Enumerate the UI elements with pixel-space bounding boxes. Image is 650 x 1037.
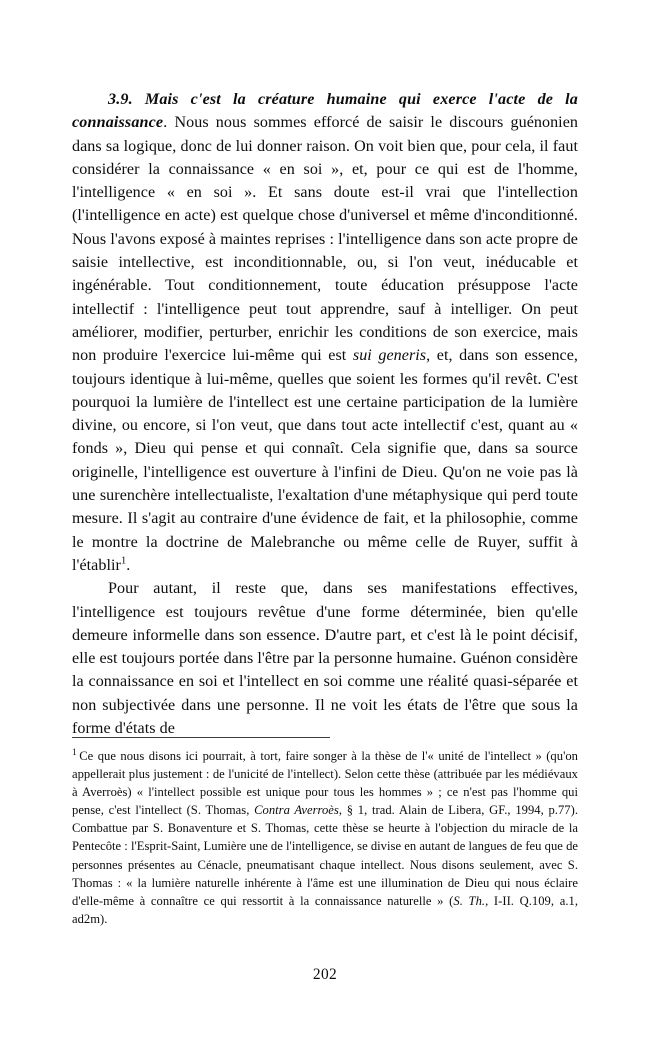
main-text-column xyxy=(72,88,578,740)
footnote-title-summa-theologiae: S. Th. xyxy=(453,893,486,908)
footnote-marker-1: 1 xyxy=(72,747,77,758)
page-number: 202 xyxy=(312,966,338,983)
paragraph-body-text-part-3: . xyxy=(126,556,131,574)
paragraph-body-text: Pour autant, il reste que, dans ses manifestations effectives, l'intelligence est toujours revêtue d'une forme déterminée, bien qu'elle demeure informelle dans son essence. D'autre part, et c'est là le point décisif, elle est toujours portée dans l'être par la personne humaine. Guénon considère la connaissance en soi et l'intellect en soi comme une réalité quasi-séparée et non subjectivée dans une personne. Il ne voit les états de l'être que sous la forme d'états de xyxy=(72,580,578,738)
paragraph-body-text-part-2: , et, dans son essence, toujours identique à lui-même, quelles que soient les formes qu'il revêt. C'est pourquoi la lumière de l'intellect est une certaine participation de la lumière divine, ou encore, si l'on veut, que dans tout acte intellectif c'est, quant au « fonds », Dieu qui pense et qui connaît. Cela signifie que, dans sa source originelle, l'intelligence est ouverture à l'infini de Dieu. Qu'on ne voie pas là une surenchère intellectualiste, l'exaltation d'une métaphysique qui perd toute mesure. Il s'agit au contraire d'une évidence de fait, et la philosophie, comme le montre la doctrine de Malebranche ou même celle de Ruyer, suffit à l'établir xyxy=(72,347,579,574)
footnote-area xyxy=(72,737,578,928)
latin-phrase-sui-generis: sui generis xyxy=(352,347,427,365)
paragraph-pour-autant xyxy=(72,577,578,740)
footnote-reference-1[interactable]: 1 xyxy=(120,555,127,567)
footnote-1 xyxy=(72,747,578,928)
footnote-text-part-1: Ce que nous disons ici pourrait, à tort, faire songer à la thèse de l'« unité de l'intellect » (qu'on appellerait plus justement : de l'unicité de l'intellect). Selon cette thèse (attribuée par les médiévaux à Averroès) « l'intellect possible est unique pour tous les hommes » ; ce n'est pas l'homme qui pense, c'est l'intellect (S. Thomas, xyxy=(72,749,578,818)
section-heading-run: 3.9. Mais c'est la créature humaine qui exerce l'acte de la connaissance xyxy=(72,91,578,132)
footnote-title-contra-averroes: Contra Averroès xyxy=(254,803,339,818)
paragraph-section-3-9 xyxy=(72,88,578,577)
footnote-separator-rule xyxy=(72,737,330,738)
footnote-text-part-2: , § 1, trad. Alain de Libera, GF., 1994, p.77). Combattue par S. Bonaventure et S. Thomas, cette thèse se heurte à l'objection du miracle de la Pentecôte : l'Esprit-Saint, Lumière une de l'intelligence, se divise en autant de langues de feu que de personnes présentes au Cénacle, pneumatisant chaque intellect. Nous disons seulement, avec S. Thomas : « la lumière naturelle inhérente à l'âme est une illumination de Dieu qui nous éclaire d'elle-même à connaître ce qui ressortit à la connaissance naturelle » ( xyxy=(72,803,578,908)
paragraph-body-text-part-1: . Nous nous sommes efforcé de saisir le discours guénonien dans sa logique, donc de lui donner raison. On voit bien que, pour cela, il faut considérer la connaissance « en soi », et, pour ce qui est de l'homme, l'intelligence « en soi ». Et sans doute est-il vrai que l'intellection (l'intelligence en acte) est quelque chose d'universel et même d'inconditionné. Nous l'avons exposé à maintes reprises : l'intelligence dans son acte propre de saisie intellective, est inconditionnable, ou, si l'on veut, inéducable et ingénérable. Tout conditionnement, toute éducation présuppose l'acte intellectif : l'intelligence peut tout apprendre, sauf à intelliger. On peut améliorer, modifier, perturber, enrichir les conditions de son exercice, mais non produire l'exercice lui-même qui est xyxy=(72,114,578,365)
footnote-text-part-3: , I-II. Q.109, a.1, ad2m). xyxy=(72,893,578,926)
